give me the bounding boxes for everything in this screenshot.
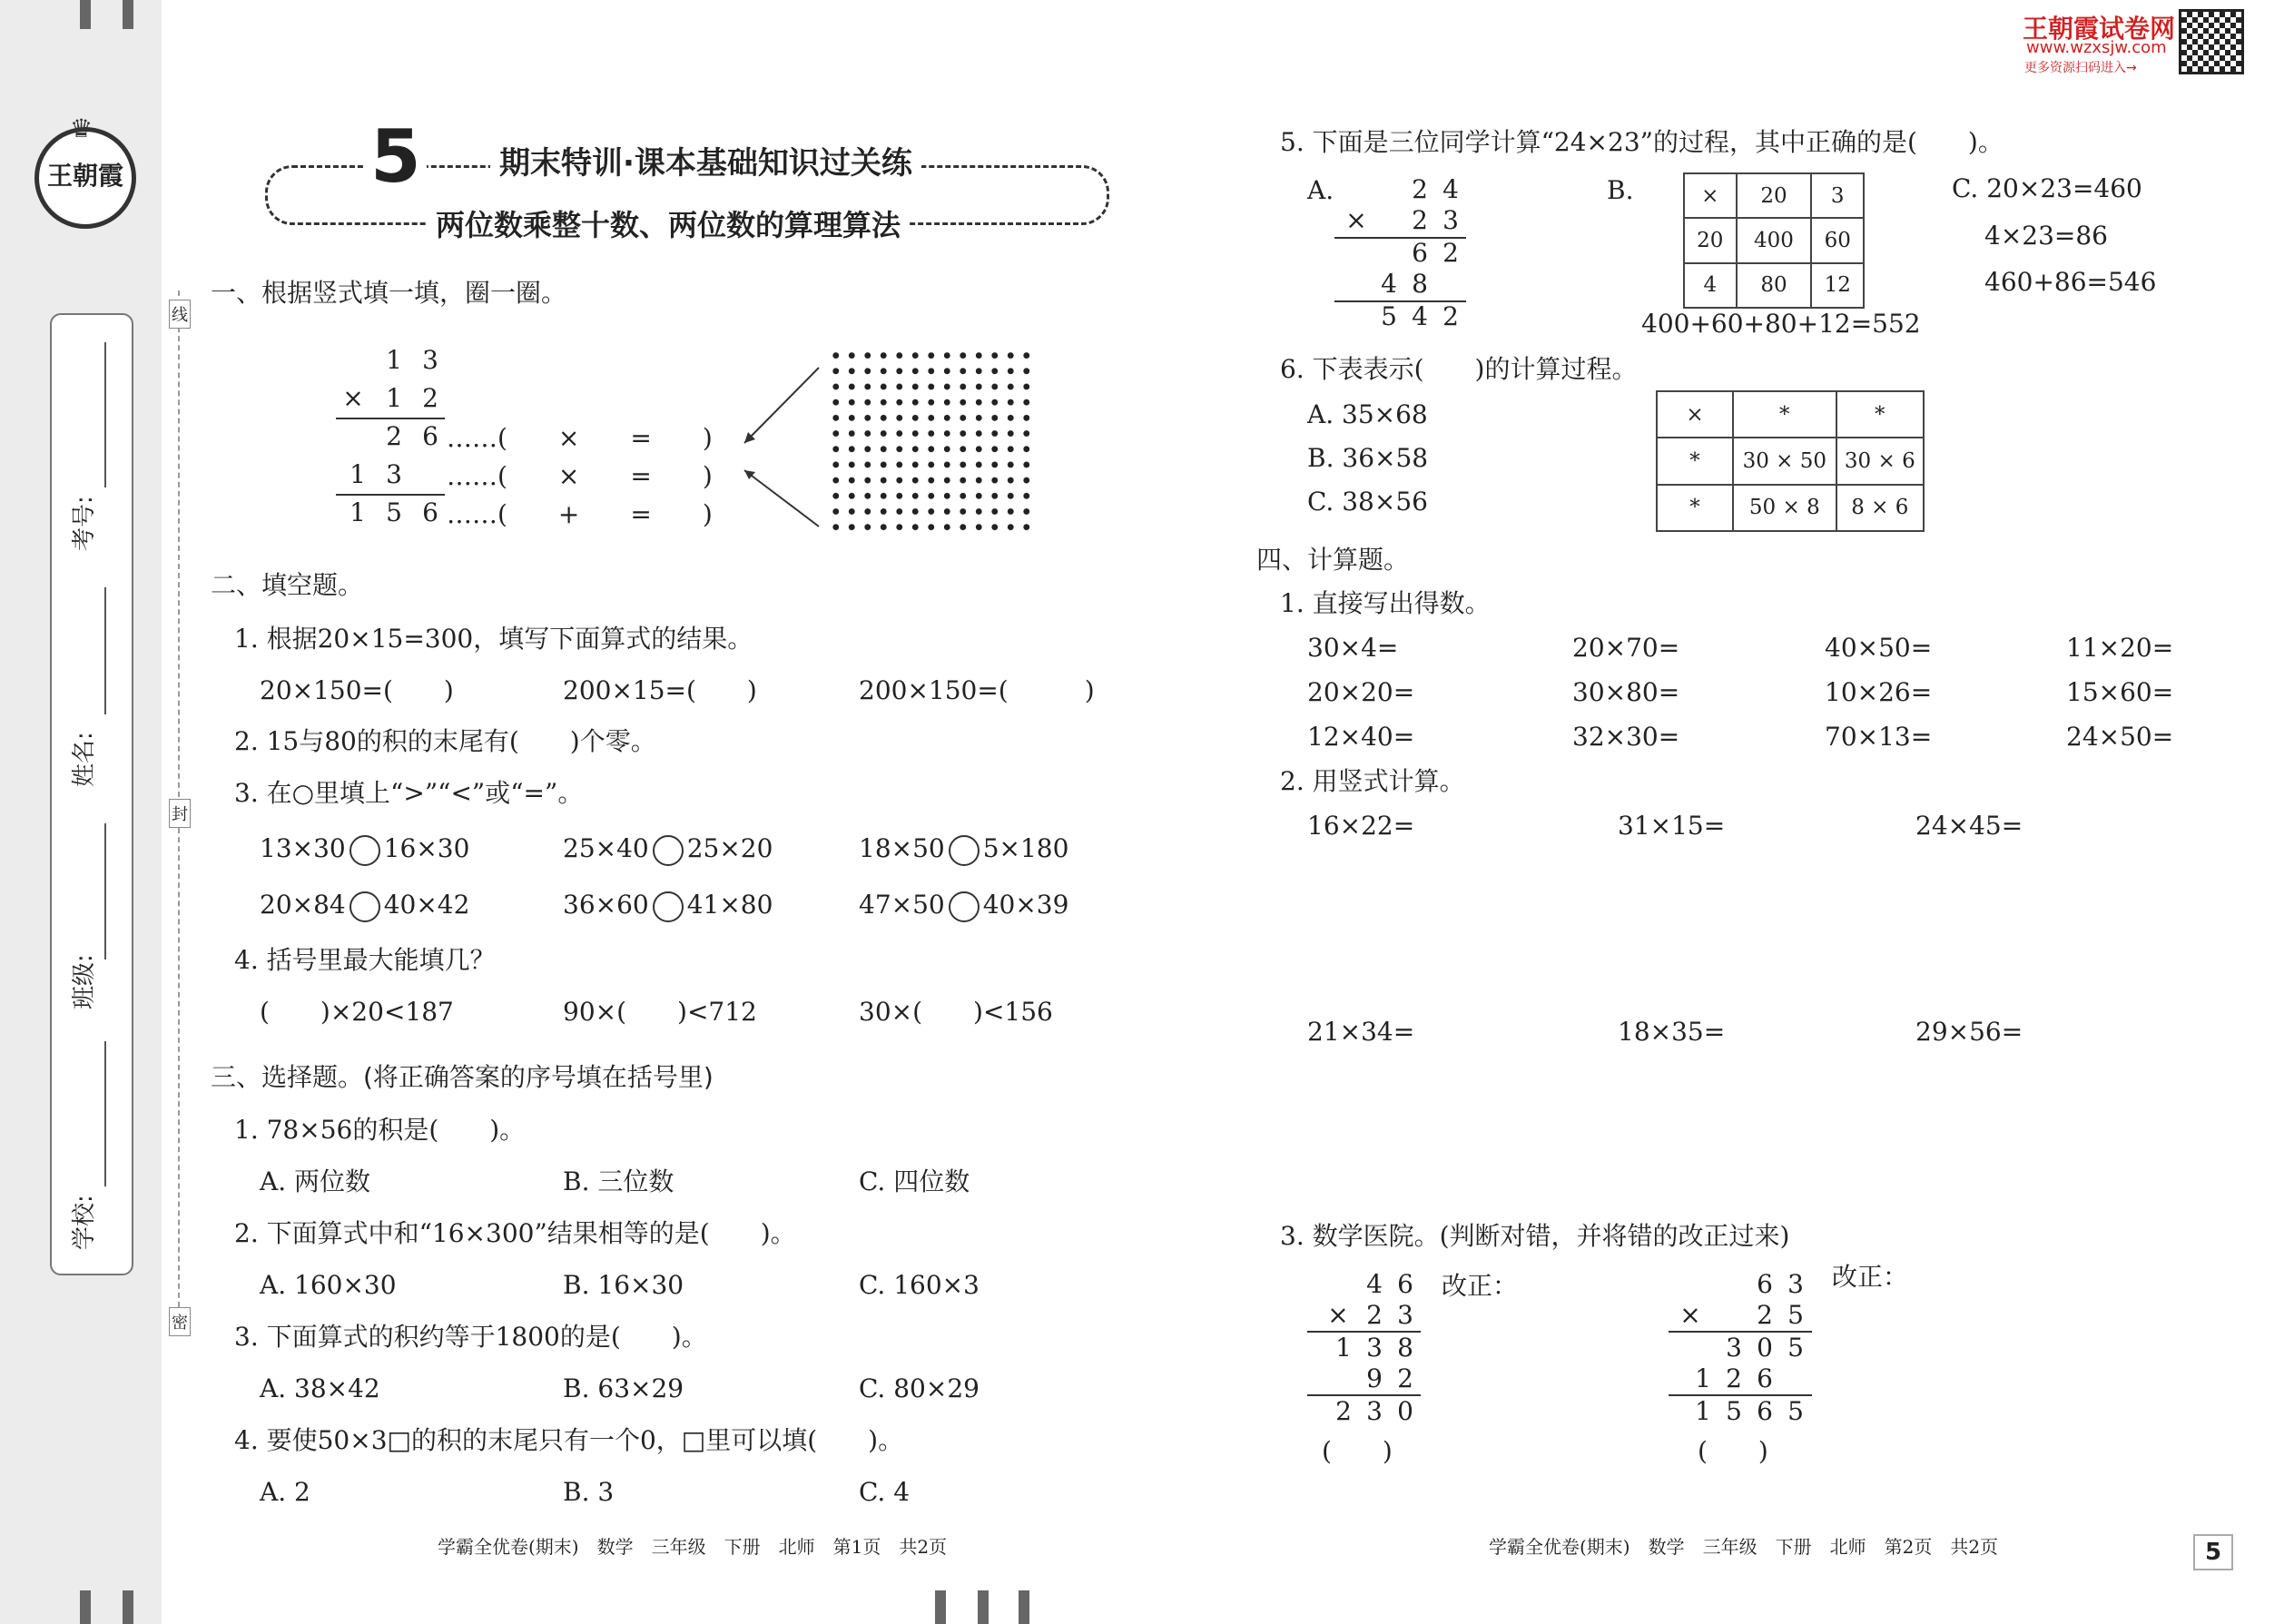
- option[interactable]: C. 四位数: [859, 1166, 970, 1196]
- compare-item[interactable]: 36×60 41×80: [563, 890, 773, 922]
- oral-calc[interactable]: 15×60=: [2066, 677, 2174, 707]
- oral-calc[interactable]: 30×4=: [1307, 633, 1399, 663]
- s4-q1: 1. 直接写出得数。: [1280, 588, 1491, 618]
- school-label: 学校:: [71, 1195, 98, 1250]
- compare-circle[interactable]: [653, 891, 684, 922]
- oral-calc[interactable]: 30×80=: [1572, 677, 1680, 707]
- written-calc[interactable]: 21×34=: [1307, 1017, 1415, 1047]
- option[interactable]: C. 160×3: [859, 1270, 980, 1300]
- written-calc[interactable]: 18×35=: [1618, 1017, 1726, 1047]
- oral-calc[interactable]: 32×30=: [1572, 722, 1680, 752]
- compare-item[interactable]: 25×40 25×20: [563, 833, 773, 866]
- judge-blank[interactable]: ( ): [1698, 1436, 1768, 1466]
- fill-blank[interactable]: ……( × = ): [447, 461, 713, 491]
- corner-bar: [80, 1590, 91, 1624]
- compare-circle[interactable]: [653, 835, 684, 866]
- vertical-multiplication: 1 3 × 1 2 2 6 ……( × = ) 1 3 ……( × = ) 1 5 6 ……( + = ): [336, 345, 790, 545]
- seal-char: 密: [169, 1307, 191, 1336]
- arrow-lines: [735, 363, 826, 536]
- oral-calc[interactable]: 70×13=: [1825, 722, 1933, 752]
- watermark-note: 更多资源扫码进入→: [2024, 61, 2137, 75]
- s2-q4: 4. 括号里最大能填几？: [234, 945, 496, 975]
- answer-blank[interactable]: 30×( )<156: [859, 997, 1053, 1027]
- oral-calc[interactable]: 12×40=: [1307, 722, 1415, 752]
- crown-icon: ♛: [70, 113, 94, 143]
- option[interactable]: A. 38×42: [260, 1373, 380, 1403]
- option[interactable]: C. 80×29: [859, 1373, 980, 1403]
- option[interactable]: B. 63×29: [563, 1373, 684, 1403]
- option[interactable]: A. 2: [260, 1477, 310, 1507]
- compare-item[interactable]: 13×30 16×30: [260, 833, 469, 866]
- option[interactable]: B. 3: [563, 1477, 615, 1507]
- compare-item[interactable]: 18×50 5×180: [859, 833, 1068, 866]
- written-calc[interactable]: 29×56=: [1915, 1017, 2023, 1047]
- seal-char: 封: [169, 799, 191, 828]
- option[interactable]: B. 16×30: [563, 1270, 684, 1300]
- option[interactable]: A. 两位数: [260, 1166, 371, 1196]
- compare-circle[interactable]: [350, 835, 380, 866]
- logo-text: 王朝霞: [46, 161, 123, 191]
- s3-q4[interactable]: 4. 要使50×3□的积的末尾只有一个0，□里可以填( )。: [234, 1425, 904, 1455]
- oral-calc[interactable]: 20×20=: [1307, 677, 1415, 707]
- answer-blank[interactable]: 90×( )<712: [563, 997, 757, 1027]
- s3-q1[interactable]: 1. 78×56的积是( )。: [234, 1115, 526, 1145]
- q5-option-c-line[interactable]: C. 20×23=460: [1952, 173, 2142, 203]
- answer-blank[interactable]: 20×150=( ): [260, 675, 454, 705]
- student-info-box: [50, 313, 133, 1275]
- watermark-url: www.wzxsjw.com: [2026, 38, 2167, 57]
- compare-item[interactable]: 20×84 40×42: [260, 890, 469, 922]
- oral-calc[interactable]: 40×50=: [1825, 633, 1933, 663]
- class-label: 班级:: [71, 954, 98, 1009]
- brand-logo: [34, 113, 136, 229]
- answer-blank[interactable]: ( )×20<187: [260, 997, 454, 1027]
- corner-bar: [123, 0, 133, 29]
- compare-circle[interactable]: [949, 835, 980, 866]
- option[interactable]: A. 160×30: [260, 1270, 397, 1300]
- q5-option-c-line: 460+86=546: [1984, 267, 2157, 297]
- q5-option-a-label[interactable]: A.: [1307, 175, 1334, 205]
- fill-blank[interactable]: ……( + = ): [447, 499, 713, 529]
- fill-blank[interactable]: ……( × = ): [447, 423, 713, 453]
- q5-option-b-sum: 400+60+80+12=552: [1641, 309, 1921, 339]
- section-3-title: 三、选择题。(将正确答案的序号填在括号里): [211, 1062, 714, 1092]
- seal-char: 线: [169, 300, 191, 329]
- dot-array: [828, 348, 1035, 535]
- option[interactable]: B. 三位数: [563, 1166, 674, 1196]
- id-label: 考号:: [71, 496, 98, 551]
- hospital-calc-1: 4 6 × 2 3 1 3 8 9 2 2 3 0: [1307, 1269, 1425, 1423]
- option[interactable]: A. 35×68: [1307, 399, 1428, 429]
- answer-blank[interactable]: 200×150=( ): [859, 675, 1095, 705]
- oral-calc[interactable]: 20×70=: [1572, 633, 1680, 663]
- s3-q3[interactable]: 3. 下面算式的积约等于1800的是( )。: [234, 1322, 707, 1352]
- option[interactable]: C. 38×56: [1307, 487, 1428, 517]
- q5-option-c-line: 4×23=86: [1984, 221, 2108, 251]
- corner-bar: [978, 1590, 989, 1624]
- fix-label: 改正：: [1832, 1262, 1909, 1292]
- section-2-title: 二、填空题。: [211, 570, 364, 600]
- written-calc[interactable]: 31×15=: [1618, 811, 1726, 841]
- fix-label: 改正：: [1442, 1271, 1519, 1301]
- section-1-title: 一、根据竖式填一填，圈一圈。: [211, 278, 567, 308]
- footer-right: 学霸全优卷(期末) 数学 三年级 下册 北师 第2页 共2页: [1489, 1536, 1999, 1558]
- compare-circle[interactable]: [350, 891, 380, 922]
- q5-option-a-calc: 2 4 × 2 3 6 2 4 8 5 4 2: [1334, 174, 1471, 329]
- name-label: 姓名:: [71, 732, 98, 787]
- s2-q3: 3. 在○里填上“>”“<”或“=”。: [234, 778, 584, 808]
- option[interactable]: B. 36×58: [1307, 443, 1429, 473]
- judge-blank[interactable]: ( ): [1322, 1436, 1393, 1466]
- footer-left: 学霸全优卷(期末) 数学 三年级 下册 北师 第1页 共2页: [438, 1536, 948, 1558]
- option[interactable]: C. 4: [859, 1477, 911, 1507]
- answer-blank[interactable]: 200×15=( ): [563, 675, 757, 705]
- corner-bar: [935, 1590, 946, 1624]
- watermark-title: 王朝霞试卷网: [2023, 14, 2176, 44]
- written-calc[interactable]: 16×22=: [1307, 811, 1415, 841]
- s4-q3: 3. 数学医院。(判断对错，并将错的改正过来): [1280, 1221, 1790, 1251]
- section-4-title: 四、计算题。: [1256, 545, 1410, 575]
- unit-number: 5: [365, 116, 427, 198]
- s4-q2: 2. 用竖式计算。: [1280, 766, 1465, 796]
- s3-q6[interactable]: 6. 下表表示( )的计算过程。: [1280, 354, 1638, 384]
- corner-bar: [80, 0, 91, 29]
- hospital-calc-2: 6 3 × 2 5 3 0 5 1 2 6 1 5 6 5: [1669, 1269, 1823, 1423]
- corner-bar: [123, 1590, 133, 1624]
- s2-q1: 1. 根据20×15=300，填写下面算式的结果。: [234, 624, 753, 654]
- s2-q2[interactable]: 2. 15与80的积的末尾有( )个零。: [234, 726, 656, 756]
- q5-option-b-table: × 20 3 20 400 60 4 80 12: [1683, 172, 1865, 309]
- qr-code-icon: [2179, 9, 2244, 74]
- page-title: 期末特训·课本基础知识过关练: [490, 145, 921, 182]
- page-subtitle: 两位数乘整十数、两位数的算理算法: [427, 207, 910, 243]
- q5-option-b-label[interactable]: B.: [1607, 175, 1634, 205]
- page-number: 5: [2193, 1534, 2233, 1570]
- s3-q2[interactable]: 2. 下面算式中和“16×300”结果相等的是( )。: [234, 1218, 796, 1248]
- oral-calc[interactable]: 24×50=: [2066, 722, 2174, 752]
- written-calc[interactable]: 24×45=: [1915, 811, 2023, 841]
- oral-calc[interactable]: 10×26=: [1825, 677, 1933, 707]
- compare-circle[interactable]: [949, 891, 980, 922]
- compare-item[interactable]: 47×50 40×39: [859, 890, 1068, 922]
- s3-q5[interactable]: 5. 下面是三位同学计算“24×23”的过程，其中正确的是( )。: [1280, 127, 2004, 157]
- corner-bar: [1019, 1590, 1029, 1624]
- q6-table: × * * * 30 × 50 30 × 6 * 50 × 8 8 × 6: [1656, 390, 1925, 532]
- oral-calc[interactable]: 11×20=: [2066, 633, 2174, 663]
